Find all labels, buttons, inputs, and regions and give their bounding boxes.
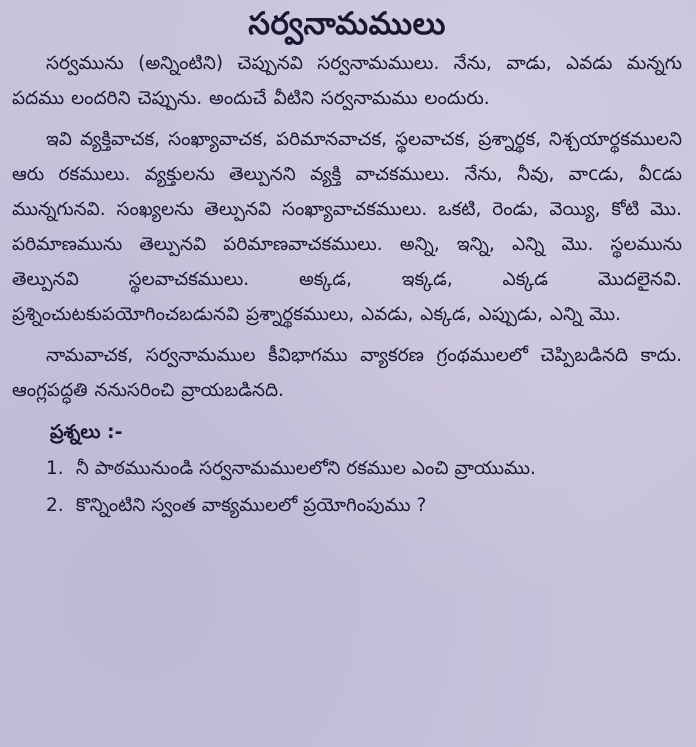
questions-heading: ప్రశ్నలు :-: [50, 421, 123, 443]
page-title: సర్వనామములు: [248, 6, 446, 42]
question-number: 1.: [46, 458, 64, 479]
paragraph-note: నామవాచక, సర్వనామముల కీవిభాగము వ్యాకరణ గ్రంథములలో చెప్పిబడినది కాదు. ఆంగ్లపద్ధతి ననుసరించి వ్రాయబడినది.: [12, 345, 682, 401]
question-text: కొన్నింటిని స్వంత వాక్యములలో ప్రయోగింపుము ?: [75, 495, 427, 516]
question-item: [46, 487, 682, 524]
paragraph-types: ఇవి వ్యక్తివాచక, సంఖ్యావాచక, పరిమానవాచక, స్థలవాచక, ప్రశ్నార్థక, నిశ్చయార్థకములని ఆరు రకములు. వ్యక్తులను తెల్పునని వ్యక్తి వాచకములు. నేను, నీవు, వాcడు, వీcడు మున్నగునవి. సంఖ్యలను తెల్పునవి సంఖ్యావాచకములు. ఒకటి, రెండు, వెయ్యి, కోటి మొ. పరిమాణమును తెల్పునవి పరిమాణవాచకములు. అన్ని, ఇన్ని, ఎన్ని మొ. స్థలమును తెల్పునవి స్థలవాచకములు. అక్కడ, ఇక్కడ, ఎక్కడ మొదలైనవి. ప్రశ్నించుటకుపయోగించబడునవి ప్రశ్నార్థకములు, ఎవడు, ఎక్కడ, ఎప్పుడు, ఎన్ని మొ.: [12, 129, 682, 325]
question-item: [46, 450, 682, 487]
question-text: నీ పాఠమునుండి సర్వనామములలోని రకముల ఎంచి వ్రాయుము.: [75, 458, 536, 479]
paragraph-definition: సర్వమును (అన్నింటిని) చెప్పునవి సర్వనామములు. నేను, వాడు, ఎవడు మన్నగు పదము లందరిని చెప్పును. అందుచే వీటిని సర్వనామము లందురు.: [12, 53, 682, 109]
question-number: 2.: [46, 495, 64, 516]
